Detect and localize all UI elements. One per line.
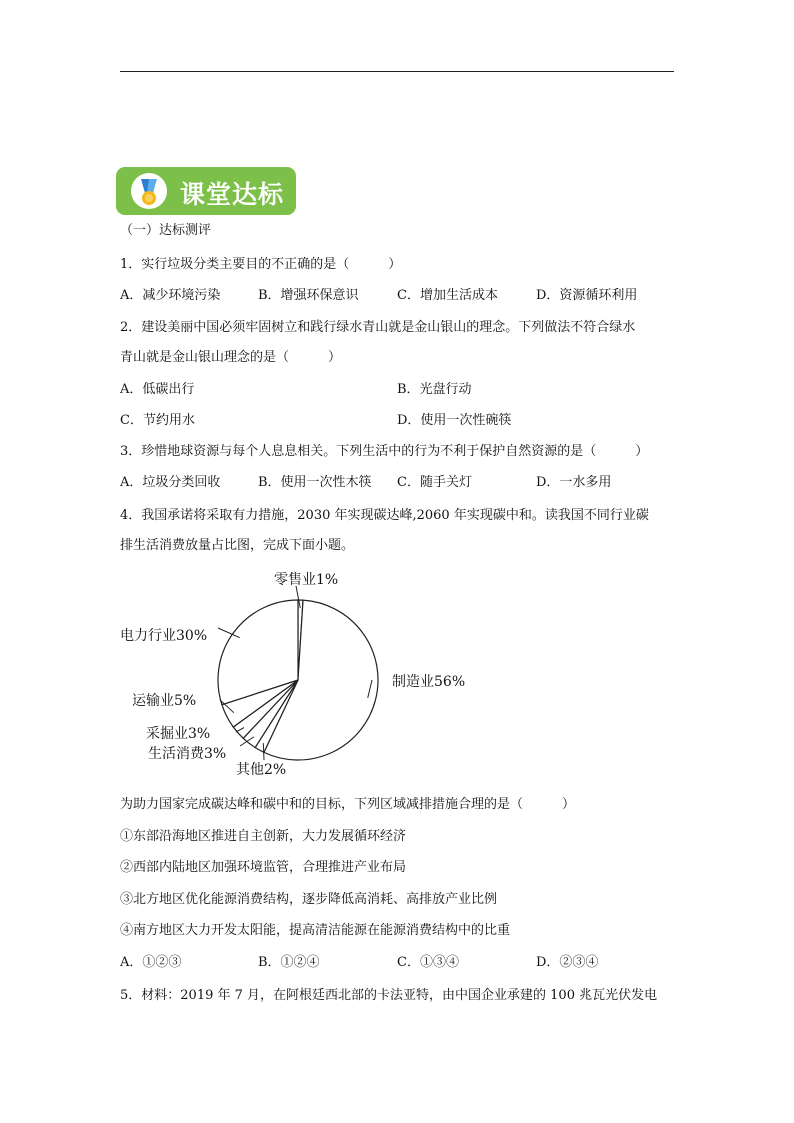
slice-label-mining: 采掘业3%: [146, 726, 211, 742]
leader-line-other: [263, 743, 264, 760]
q2-option-b: B．光盘行动: [397, 382, 472, 397]
header-rule: [120, 71, 674, 72]
q1-stem: 1．实行垃圾分类主要目的不正确的是（ ）: [120, 257, 402, 272]
q2-stem-line2: 青山就是金山银山理念的是（ ）: [120, 350, 342, 365]
q3-option-d: D．一水多用: [536, 475, 612, 490]
pie-slices: [218, 600, 378, 760]
medal-icon: [131, 173, 167, 209]
q3-option-c: C．随手关灯: [397, 475, 472, 490]
q2-stem-line1: 2．建设美丽中国必须牢固树立和践行绿水青山就是金山银山的理念。下列做法不符合绿水: [120, 320, 636, 335]
q4-option-b: B．①②④: [258, 955, 320, 970]
q2-option-a: A．低碳出行: [120, 382, 195, 397]
q4-option-c: C．①③④: [397, 955, 459, 970]
slice-label-consumption: 生活消费3%: [148, 746, 227, 762]
q4-option-d: D．②③④: [536, 955, 599, 970]
pie-chart: [100, 560, 500, 780]
q4-stem-line1: 4．我国承诺将采取有力措施，2030 年实现碳达峰,2060 年实现碳中和。读我国不同行业碳: [120, 508, 649, 523]
section-title: 课堂达标: [180, 180, 285, 209]
q4-option-a: A．①②③: [120, 955, 182, 970]
q4-question: 为助力国家完成碳达峰和碳中和的目标，下列区域减排措施合理的是（ ）: [120, 797, 576, 812]
q4-statement-4: ④南方地区大力开发太阳能，提高清洁能源在能源消费结构中的比重: [120, 923, 511, 938]
q3-stem: 3．珍惜地球资源与每个人息息相关。下列生活中的行为不利于保护自然资源的是（ ）: [120, 444, 649, 459]
q4-stem-line2: 排生活消费放量占比图，完成下面小题。: [120, 538, 355, 553]
q5-stem-line1: 5．材料：2019 年 7 月，在阿根廷西北部的卡法亚特，由中国企业承建的 100 兆瓦光伏发电: [120, 988, 658, 1003]
q4-statement-3: ③北方地区优化能源消费结构，逐步降低高消耗、高排放产业比例: [120, 892, 498, 907]
q4-statement-1: ①东部沿海地区推进自主创新，大力发展循环经济: [120, 829, 407, 844]
section-banner: [116, 167, 296, 215]
slice-label-other: 其他2%: [236, 762, 287, 778]
q1-option-d: D．资源循环利用: [536, 288, 638, 303]
q4-statement-2: ②西部内陆地区加强环境监管，合理推进产业布局: [120, 860, 407, 875]
q2-option-c: C．节约用水: [120, 413, 195, 428]
slice-label-transport: 运输业5%: [132, 693, 197, 709]
slice-label-power: 电力行业30%: [120, 628, 208, 644]
slice-label-retail: 零售业1%: [274, 572, 339, 588]
q3-option-b: B．使用一次性木筷: [258, 475, 372, 490]
subsection-title: （一）达标测评: [120, 223, 212, 238]
q2-option-d: D．使用一次性碗筷: [397, 413, 512, 428]
slice-label-manufacturing: 制造业56%: [392, 674, 466, 690]
q1-option-c: C．增加生活成本: [397, 288, 498, 303]
q1-option-b: B．增强环保意识: [258, 288, 359, 303]
q3-option-a: A．垃圾分类回收: [120, 475, 221, 490]
q1-option-a: A．减少环境污染: [120, 288, 221, 303]
